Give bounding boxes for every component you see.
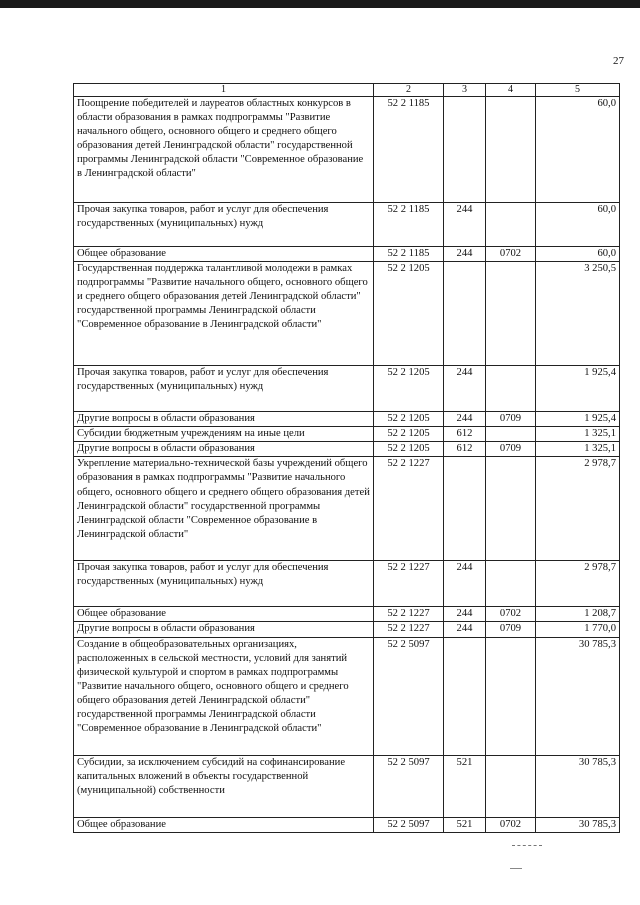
row-code: 52 2 1205	[374, 412, 444, 427]
table-row	[74, 442, 620, 457]
row-type: 244	[444, 622, 486, 637]
table-row	[74, 427, 620, 442]
row-name: Другие вопросы в области образования	[74, 412, 374, 427]
table-row	[74, 457, 620, 561]
row-type: 612	[444, 442, 486, 457]
row-code: 52 2 1205	[374, 442, 444, 457]
row-section: 0709	[486, 442, 536, 457]
row-amount: 1 925,4	[536, 366, 620, 412]
table-row	[74, 262, 620, 366]
table-row	[74, 247, 620, 262]
scan-artifact-mark	[510, 868, 522, 869]
row-section: 0702	[486, 607, 536, 622]
row-name: Прочая закупка товаров, работ и услуг для обеспечения государственных (муниципальных) нужд	[74, 561, 374, 607]
row-amount: 2 978,7	[536, 561, 620, 607]
scan-top-edge	[0, 0, 640, 8]
row-type: 521	[444, 817, 486, 832]
row-section	[486, 97, 536, 203]
row-section	[486, 203, 536, 247]
scan-artifact-dash	[512, 845, 542, 847]
row-name: Прочая закупка товаров, работ и услуг для обеспечения государственных (муниципальных) нужд	[74, 366, 374, 412]
row-type	[444, 637, 486, 755]
table-row	[74, 366, 620, 412]
row-type: 612	[444, 427, 486, 442]
row-code: 52 2 1205	[374, 366, 444, 412]
row-amount: 60,0	[536, 97, 620, 203]
column-header: 5	[536, 84, 620, 97]
table-row	[74, 203, 620, 247]
row-type: 244	[444, 203, 486, 247]
row-type	[444, 457, 486, 561]
row-amount: 2 978,7	[536, 457, 620, 561]
row-section	[486, 366, 536, 412]
row-name: Создание в общеобразовательных организациях, расположенных в сельской местности, условий для занятий физической культурой и спортом в рамках подпрограммы "Развитие начального общего, основного общего и среднего общего образования детей Ленинградской области" государственной программы Ленинградской области "Современное образование в Ленинградской области"	[74, 637, 374, 755]
row-section	[486, 427, 536, 442]
row-type: 244	[444, 366, 486, 412]
row-name: Поощрение победителей и лауреатов областных конкурсов в области образования в рамках подпрограммы "Развитие начального общего, основного общего и среднего общего образования детей Ленинградской области" государственной программы Ленинградской области "Современное образование в Ленинградской области"	[74, 97, 374, 203]
row-section	[486, 637, 536, 755]
column-header: 3	[444, 84, 486, 97]
budget-table	[73, 83, 620, 833]
table-row	[74, 97, 620, 203]
column-header: 4	[486, 84, 536, 97]
column-header: 2	[374, 84, 444, 97]
row-amount: 1 325,1	[536, 427, 620, 442]
row-section: 0709	[486, 412, 536, 427]
table-row	[74, 637, 620, 755]
row-amount: 60,0	[536, 247, 620, 262]
row-name: Государственная поддержка талантливой молодежи в рамках подпрограммы "Развитие начального общего, основного общего и среднего общего образования детей Ленинградской области" государственной программы Ленинградской области "Современное образование в Ленинградской области"	[74, 262, 374, 366]
row-amount: 1 770,0	[536, 622, 620, 637]
row-type: 244	[444, 247, 486, 262]
row-code: 52 2 5097	[374, 817, 444, 832]
row-section	[486, 561, 536, 607]
row-name: Прочая закупка товаров, работ и услуг для обеспечения государственных (муниципальных) нужд	[74, 203, 374, 247]
row-name: Общее образование	[74, 607, 374, 622]
row-type: 244	[444, 561, 486, 607]
row-code: 52 2 1227	[374, 607, 444, 622]
row-code: 52 2 5097	[374, 755, 444, 817]
row-code: 52 2 5097	[374, 637, 444, 755]
row-code: 52 2 1185	[374, 247, 444, 262]
row-amount: 60,0	[536, 203, 620, 247]
row-amount: 1 925,4	[536, 412, 620, 427]
row-section: 0702	[486, 817, 536, 832]
row-type	[444, 262, 486, 366]
table-row	[74, 755, 620, 817]
row-code: 52 2 1205	[374, 262, 444, 366]
row-amount: 30 785,3	[536, 817, 620, 832]
column-header: 1	[74, 84, 374, 97]
table-row	[74, 561, 620, 607]
row-amount: 1 325,1	[536, 442, 620, 457]
row-name: Общее образование	[74, 817, 374, 832]
row-name: Другие вопросы в области образования	[74, 622, 374, 637]
row-code: 52 2 1227	[374, 561, 444, 607]
row-section	[486, 262, 536, 366]
row-type: 521	[444, 755, 486, 817]
table-header-row	[74, 84, 620, 97]
row-name: Укрепление материально-технической базы учреждений общего образования в рамках подпрограммы "Развитие начального общего, основного общего и среднего общего образования детей Ленинградской области" государственной программы Ленинградской области "Современное образование в Ленинградской области"	[74, 457, 374, 561]
table-row	[74, 622, 620, 637]
row-code: 52 2 1227	[374, 457, 444, 561]
row-type: 244	[444, 607, 486, 622]
table-row	[74, 607, 620, 622]
page-number: 27	[613, 55, 624, 67]
row-code: 52 2 1185	[374, 203, 444, 247]
row-name: Другие вопросы в области образования	[74, 442, 374, 457]
row-section: 0709	[486, 622, 536, 637]
row-amount: 30 785,3	[536, 755, 620, 817]
table-row	[74, 817, 620, 832]
row-name: Общее образование	[74, 247, 374, 262]
row-code: 52 2 1205	[374, 427, 444, 442]
row-type	[444, 97, 486, 203]
row-code: 52 2 1185	[374, 97, 444, 203]
row-type: 244	[444, 412, 486, 427]
table-row	[74, 412, 620, 427]
row-amount: 3 250,5	[536, 262, 620, 366]
row-amount: 1 208,7	[536, 607, 620, 622]
row-section	[486, 755, 536, 817]
row-section: 0702	[486, 247, 536, 262]
row-code: 52 2 1227	[374, 622, 444, 637]
row-section	[486, 457, 536, 561]
row-name: Субсидии бюджетным учреждениям на иные цели	[74, 427, 374, 442]
row-name: Субсидии, за исключением субсидий на софинансирование капитальных вложений в объекты государственной (муниципальной) собственности	[74, 755, 374, 817]
row-amount: 30 785,3	[536, 637, 620, 755]
